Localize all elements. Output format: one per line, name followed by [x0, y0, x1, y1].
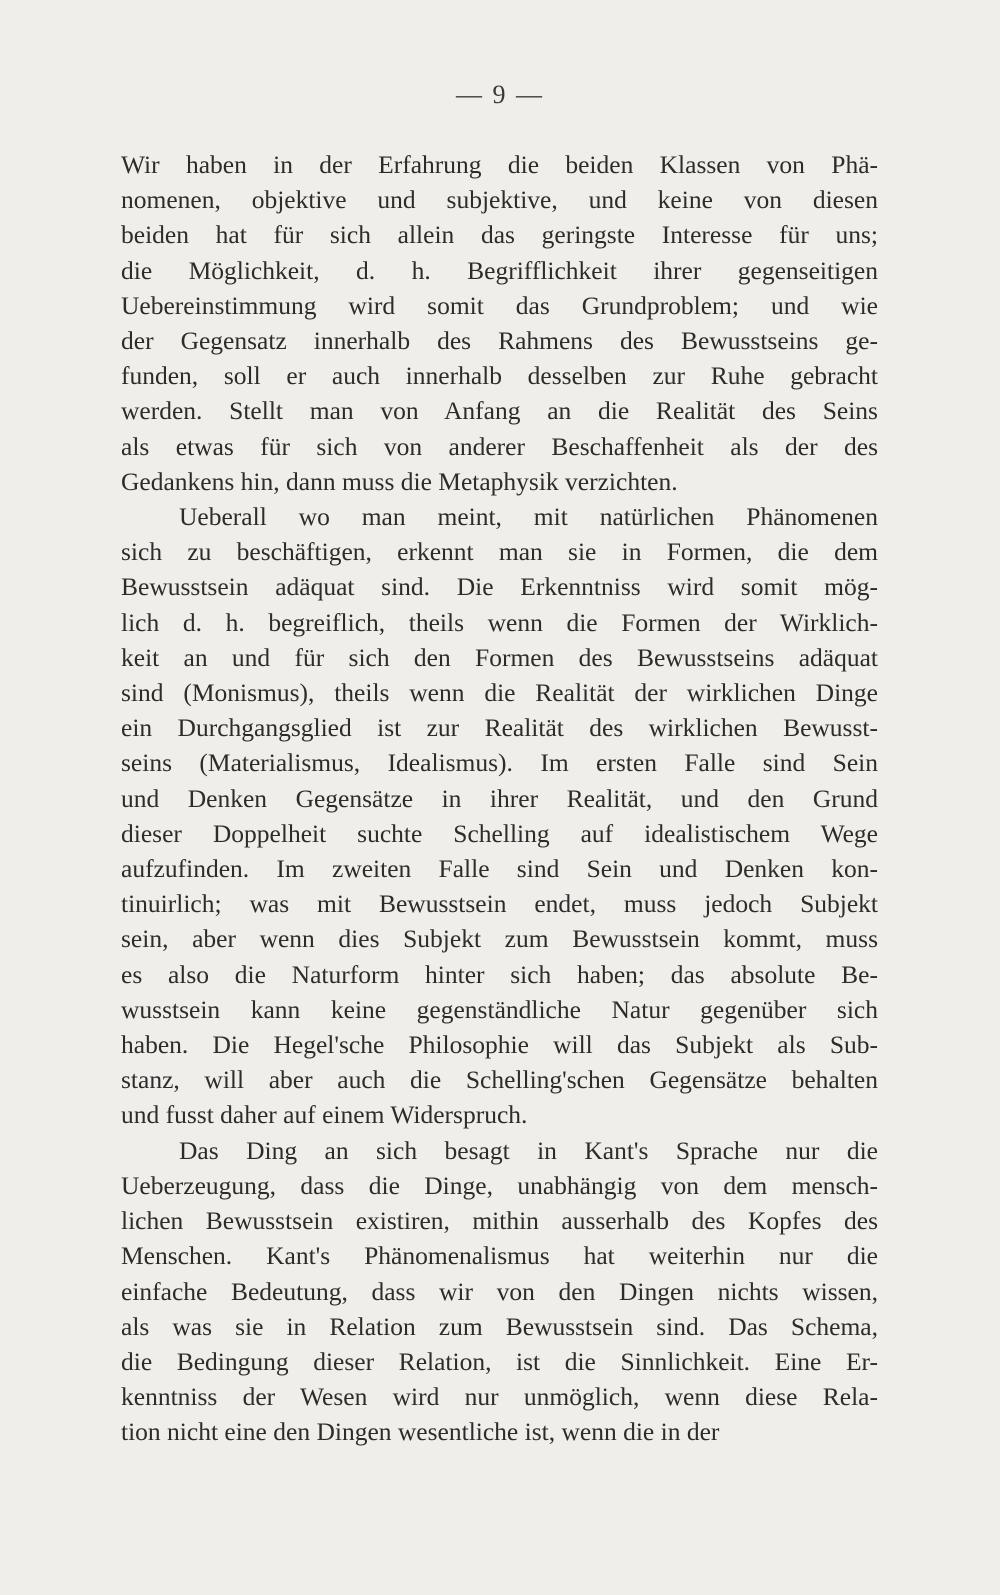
text-line: keit an und für sich den Formen des Bewusstseins adäquat [121, 642, 878, 672]
text-line: seins (Materialismus, Idealismus). Im ersten Falle sind Sein [121, 748, 878, 778]
text-line: beiden hat für sich allein das geringste Interesse für uns; [121, 220, 878, 250]
text-line: sich zu beschäftigen, erkennt man sie in Formen, die dem [121, 537, 878, 567]
text-line: die Möglichkeit, d. h. Begrifflichkeit ihrer gegenseitigen [121, 255, 878, 285]
page-number: — 9 — [456, 80, 544, 109]
text-line: stanz, will aber auch die Schelling'schen Gegensätze behalten [121, 1065, 878, 1095]
text-line: und Denken Gegensätze in ihrer Realität, und den Grund [121, 783, 878, 813]
text-line: funden, soll er auch innerhalb desselben zur Ruhe gebracht [121, 361, 878, 391]
text-line: Uebereinstimmung wird somit das Grundproblem; und wie [121, 290, 878, 320]
text-line: dieser Doppelheit suchte Schelling auf idealistischem Wege [121, 818, 878, 848]
text-line: sein, aber wenn dies Subjekt zum Bewusstsein kommt, muss [121, 924, 878, 954]
text-line: Wir haben in der Erfahrung die beiden Klassen von Phä- [121, 150, 878, 179]
text-line: kenntniss der Wesen wird nur unmöglich, wenn diese Rela- [121, 1382, 878, 1412]
text-line: einfache Bedeutung, dass wir von den Dingen nichts wissen, [121, 1276, 878, 1306]
text-line: als etwas für sich von anderer Beschaffenheit als der des [121, 431, 878, 461]
body-text [121, 147, 878, 1450]
text-line: Gedankens hin, dann muss die Metaphysik verzichten. [121, 466, 678, 496]
text-line: haben. Die Hegel'sche Philosophie will das Subjekt als Sub- [121, 1030, 878, 1060]
text-line: es also die Naturform hinter sich haben; das absolute Be- [121, 959, 878, 989]
text-line: und fusst daher auf einem Widerspruch. [121, 1100, 528, 1130]
text-line: ein Durchgangsglied ist zur Realität des wirklichen Bewusst- [121, 713, 878, 743]
text-line: Bewusstsein adäquat sind. Die Erkenntniss wird somit mög- [121, 572, 878, 602]
text-line: Das Ding an sich besagt in Kant's Sprache nur die [179, 1135, 878, 1165]
text-line: aufzufinden. Im zweiten Falle sind Sein und Denken kon- [121, 854, 878, 884]
text-line: lich d. h. begreiflich, theils wenn die Formen der Wirklich- [121, 607, 878, 637]
text-line: sind (Monismus), theils wenn die Realität der wirklichen Dinge [121, 678, 878, 708]
text-line: tion nicht eine den Dingen wesentliche ist, wenn die in der [121, 1417, 720, 1447]
text-line: die Bedingung dieser Relation, ist die Sinnlichkeit. Eine Er- [121, 1346, 878, 1376]
text-line: Menschen. Kant's Phänomenalismus hat weiterhin nur die [121, 1241, 878, 1271]
text-line: lichen Bewusstsein existiren, mithin ausserhalb des Kopfes des [121, 1206, 878, 1236]
text-line: nomenen, objektive und subjektive, und keine von diesen [121, 185, 878, 215]
text-line: werden. Stellt man von Anfang an die Realität des Seins [121, 396, 878, 426]
paragraph [121, 1133, 878, 1450]
text-line: Ueberzeugung, dass die Dinge, unabhängig von dem mensch- [121, 1170, 878, 1200]
text-line: Ueberall wo man meint, mit natürlichen Phänomenen [179, 502, 878, 532]
paragraph [121, 499, 878, 1133]
text-line: der Gegensatz innerhalb des Rahmens des Bewusstseins ge- [121, 326, 878, 356]
text-line: wusstsein kann keine gegenständliche Natur gegenüber sich [121, 994, 878, 1024]
text-line: tinuirlich; was mit Bewusstsein endet, muss jedoch Subjekt [121, 889, 878, 919]
paragraph [121, 147, 878, 499]
text-line: als was sie in Relation zum Bewusstsein sind. Das Schema, [121, 1311, 878, 1341]
